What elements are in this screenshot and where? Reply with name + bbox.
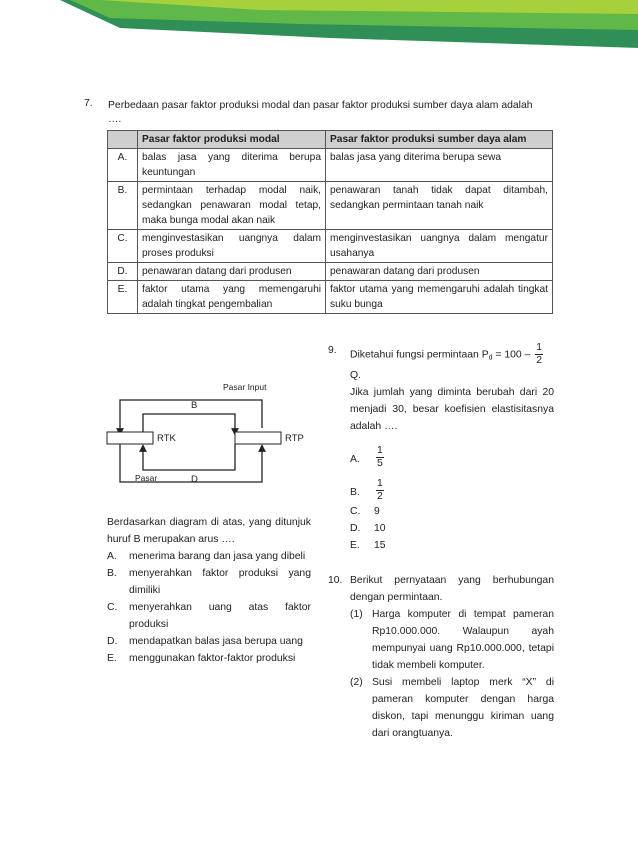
table-header-row bbox=[108, 131, 553, 149]
option-text: menggunakan faktor-faktor produksi bbox=[129, 653, 296, 664]
option-sda: faktor utama yang memengaruhi adalah tingkat suku bunga bbox=[326, 281, 553, 314]
table-header-blank bbox=[108, 131, 138, 149]
option-text: menyerahkan uang atas faktor produksi bbox=[129, 602, 311, 630]
option-d bbox=[107, 633, 311, 650]
option-sda: penawaran datang dari produsen bbox=[326, 263, 553, 281]
option-text: 10 bbox=[374, 523, 386, 534]
list-item bbox=[350, 606, 554, 674]
label-pasar-input: Pasar Input bbox=[223, 382, 267, 392]
table-row bbox=[108, 281, 553, 314]
stem-post: Q. bbox=[350, 370, 361, 381]
question-ellipsis: …. bbox=[108, 114, 122, 125]
statement-list bbox=[350, 606, 554, 742]
option-modal: permintaan terhadap modal naik, sedangkan penawaran modal tetap, maka bunga modal akan naik bbox=[138, 182, 326, 230]
option-letter: B. bbox=[107, 568, 117, 579]
question-number: 7. bbox=[84, 98, 93, 109]
answer-table bbox=[107, 130, 553, 314]
option-text: 15 bbox=[374, 540, 386, 551]
question-text: Berikut pernyataan yang berhubungan dengan permintaan. bbox=[350, 575, 554, 603]
label-b: B bbox=[191, 400, 198, 411]
option-letter: A. bbox=[107, 551, 117, 562]
question-text-continued: Jika jumlah yang diminta berubah dari 20 menjadi 30, besar koefisien elastisitasnya adalah …. bbox=[350, 387, 554, 432]
right-column bbox=[328, 342, 554, 742]
header-banner bbox=[0, 0, 638, 70]
option-b bbox=[107, 565, 311, 599]
stem-pre: Diketahui fungsi permintaan P bbox=[350, 349, 489, 361]
option-letter: C. bbox=[107, 602, 118, 613]
table-row bbox=[108, 149, 553, 182]
option-c bbox=[350, 503, 554, 520]
option-d bbox=[350, 520, 554, 537]
option-modal: faktor utama yang memengaruhi adalah tingkat pengembalian bbox=[138, 281, 326, 314]
question-number: 10. bbox=[328, 575, 343, 586]
option-text: mendapatkan balas jasa berupa uang bbox=[129, 636, 303, 647]
statement-text: Harga komputer di tempat pameran Rp10.000.000. Walaupun ayah mempunyai uang Rp10.000.000, tetapi tidak membeli komputer. bbox=[372, 609, 554, 671]
label-pasar: Pasar bbox=[135, 473, 158, 483]
option-a bbox=[350, 445, 554, 470]
question-text: Perbedaan pasar faktor produksi modal dan pasar faktor produksi sumber daya alam adalah bbox=[108, 100, 533, 111]
circular-flow-diagram bbox=[105, 380, 315, 490]
question-text bbox=[350, 342, 554, 384]
question-7 bbox=[84, 98, 554, 127]
question-9 bbox=[328, 342, 554, 384]
option-letter: D. bbox=[350, 523, 361, 534]
label-d: D bbox=[191, 474, 198, 485]
fraction bbox=[535, 342, 543, 367]
table-row bbox=[108, 230, 553, 263]
rtk-box bbox=[107, 432, 153, 444]
option-letter: E. bbox=[107, 653, 117, 664]
option-sda: penawaran tanah tidak dapat ditambah, sedangkan permintaan tanah naik bbox=[326, 182, 553, 230]
fraction-numerator: 1 bbox=[377, 478, 383, 489]
option-modal: penawaran datang dari produsen bbox=[138, 263, 326, 281]
statement-text: Susi membeli laptop merk “X” di pameran komputer dengan harga diskon, tapi menunggu kiriman uang dari orangtuanya. bbox=[372, 677, 554, 739]
option-letter: D. bbox=[108, 263, 138, 281]
option-letter: B. bbox=[350, 487, 360, 498]
option-text: menerima barang dan jasa yang dibeli bbox=[129, 551, 306, 562]
label-rtk: RTK bbox=[157, 433, 176, 444]
option-letter: C. bbox=[108, 230, 138, 263]
fraction-denominator: 2 bbox=[377, 491, 383, 502]
question-8 bbox=[107, 514, 311, 667]
table-header-modal: Pasar faktor produksi modal bbox=[138, 131, 326, 149]
statement-label: (2) bbox=[350, 677, 363, 688]
option-modal: menginvestasikan uangnya dalam proses produksi bbox=[138, 230, 326, 263]
option-c bbox=[107, 599, 311, 633]
option-letter: B. bbox=[108, 182, 138, 230]
option-fraction bbox=[376, 445, 384, 470]
option-letter: C. bbox=[350, 506, 361, 517]
option-text: 9 bbox=[374, 506, 380, 517]
stem-mid: = 100 – bbox=[492, 349, 534, 361]
fraction-numerator: 1 bbox=[377, 445, 383, 456]
option-e bbox=[350, 537, 554, 554]
option-letter: A. bbox=[108, 149, 138, 182]
statement-label: (1) bbox=[350, 609, 363, 620]
option-letter: D. bbox=[107, 636, 118, 647]
inner-bottom-flow-d bbox=[143, 444, 235, 470]
question-text: Berdasarkan diagram di atas, yang ditunjuk huruf B merupakan arus …. bbox=[107, 517, 311, 545]
option-letter: E. bbox=[350, 540, 360, 551]
option-a bbox=[107, 548, 311, 565]
fraction-numerator: 1 bbox=[536, 342, 543, 353]
inner-top-flow-b bbox=[143, 414, 235, 432]
stem-subscript: d bbox=[488, 354, 493, 362]
option-b bbox=[350, 478, 554, 503]
option-letter: E. bbox=[108, 281, 138, 314]
table-row bbox=[108, 182, 553, 230]
rtp-box bbox=[235, 432, 281, 444]
fraction-denominator: 2 bbox=[536, 355, 543, 366]
option-modal: balas jasa yang diterima berupa keuntungan bbox=[138, 149, 326, 182]
option-e bbox=[107, 650, 311, 667]
question-number: 9. bbox=[328, 345, 337, 356]
question-10 bbox=[328, 572, 554, 606]
option-sda: menginvestasikan uangnya dalam mengatur usahanya bbox=[326, 230, 553, 263]
option-text: menyerahkan faktor produksi yang dimiliki bbox=[129, 568, 311, 596]
option-fraction bbox=[376, 478, 384, 503]
list-item bbox=[350, 674, 554, 742]
table-row bbox=[108, 263, 553, 281]
label-rtp: RTP bbox=[285, 433, 304, 444]
option-sda: balas jasa yang diterima berupa sewa bbox=[326, 149, 553, 182]
fraction-denominator: 5 bbox=[377, 458, 383, 469]
option-letter: A. bbox=[350, 454, 360, 465]
table-header-sda: Pasar faktor produksi sumber daya alam bbox=[326, 131, 553, 149]
